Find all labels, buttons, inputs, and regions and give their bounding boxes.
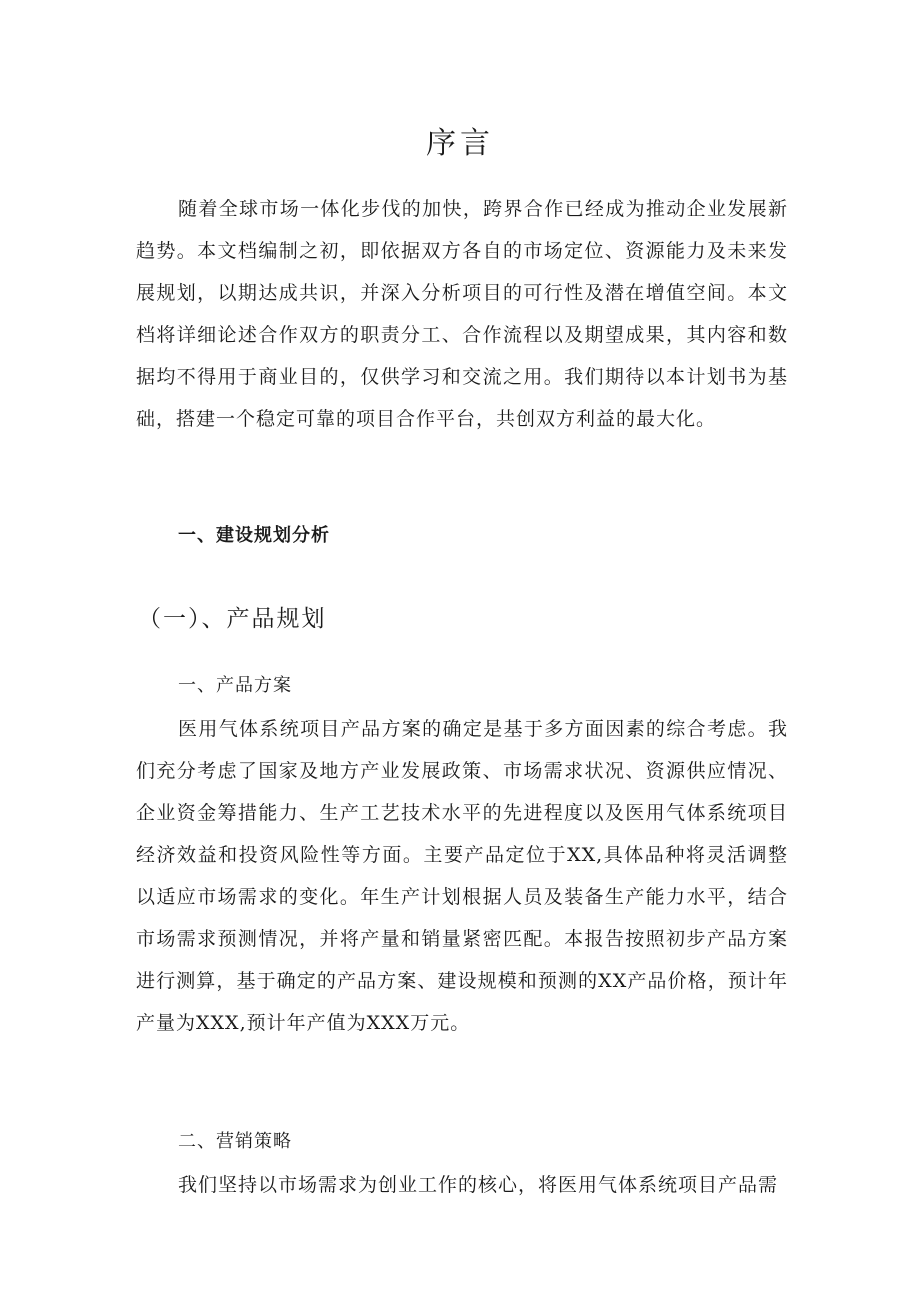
section-heading: 一、建设规划分析 <box>178 525 330 546</box>
preface-paragraph: 随着全球市场一体化步伐的加快，跨界合作已经成为推动企业发展新趋势。本文档编制之初，即依据双方各自的市场定位、资源能力及未来发展规划，以期达成共识，并深入分析项目的可行性及潜在增值空间。本文档将详细论述合作双方的职责分工、合作流程以及期望成果，其内容和数据均不得用于商业目的，仅供学习和交流之用。我们期待以本计划书为基础，搭建一个稳定可靠的项目合作平台，共创双方利益的最大化。 <box>136 198 788 430</box>
marketing-paragraph: 我们坚持以市场需求为创业工作的核心，将医用气体系统项目产品需 <box>178 1174 779 1196</box>
product-plan-paragraph: 医用气体系统项目产品方案的确定是基于多方面因素的综合考虑。我们充分考虑了国家及地方产业发展政策、市场需求状况、资源供应情况、企业资金筹措能力、生产工艺技术水平的先进程度以及医用气体系统项目经济效益和投资风险性等方面。主要产品定位于XX,具体品种将灵活调整以适应市场需求的变化。年生产计划根据人员及装备生产能力水平，结合市场需求预测情况，并将产量和销量紧密匹配。本报告按照初步产品方案进行测算，基于确定的产品方案、建设规模和预测的XX产品价格，预计年产量为XXX,预计年产值为XXX万元。 <box>136 718 788 1034</box>
subsection-heading: （一）、产品规划 <box>138 606 327 632</box>
item-heading-product-plan: 一、产品方案 <box>178 675 292 696</box>
item-heading-marketing: 二、营销策略 <box>178 1131 292 1152</box>
document-title: 序言 <box>426 126 494 161</box>
